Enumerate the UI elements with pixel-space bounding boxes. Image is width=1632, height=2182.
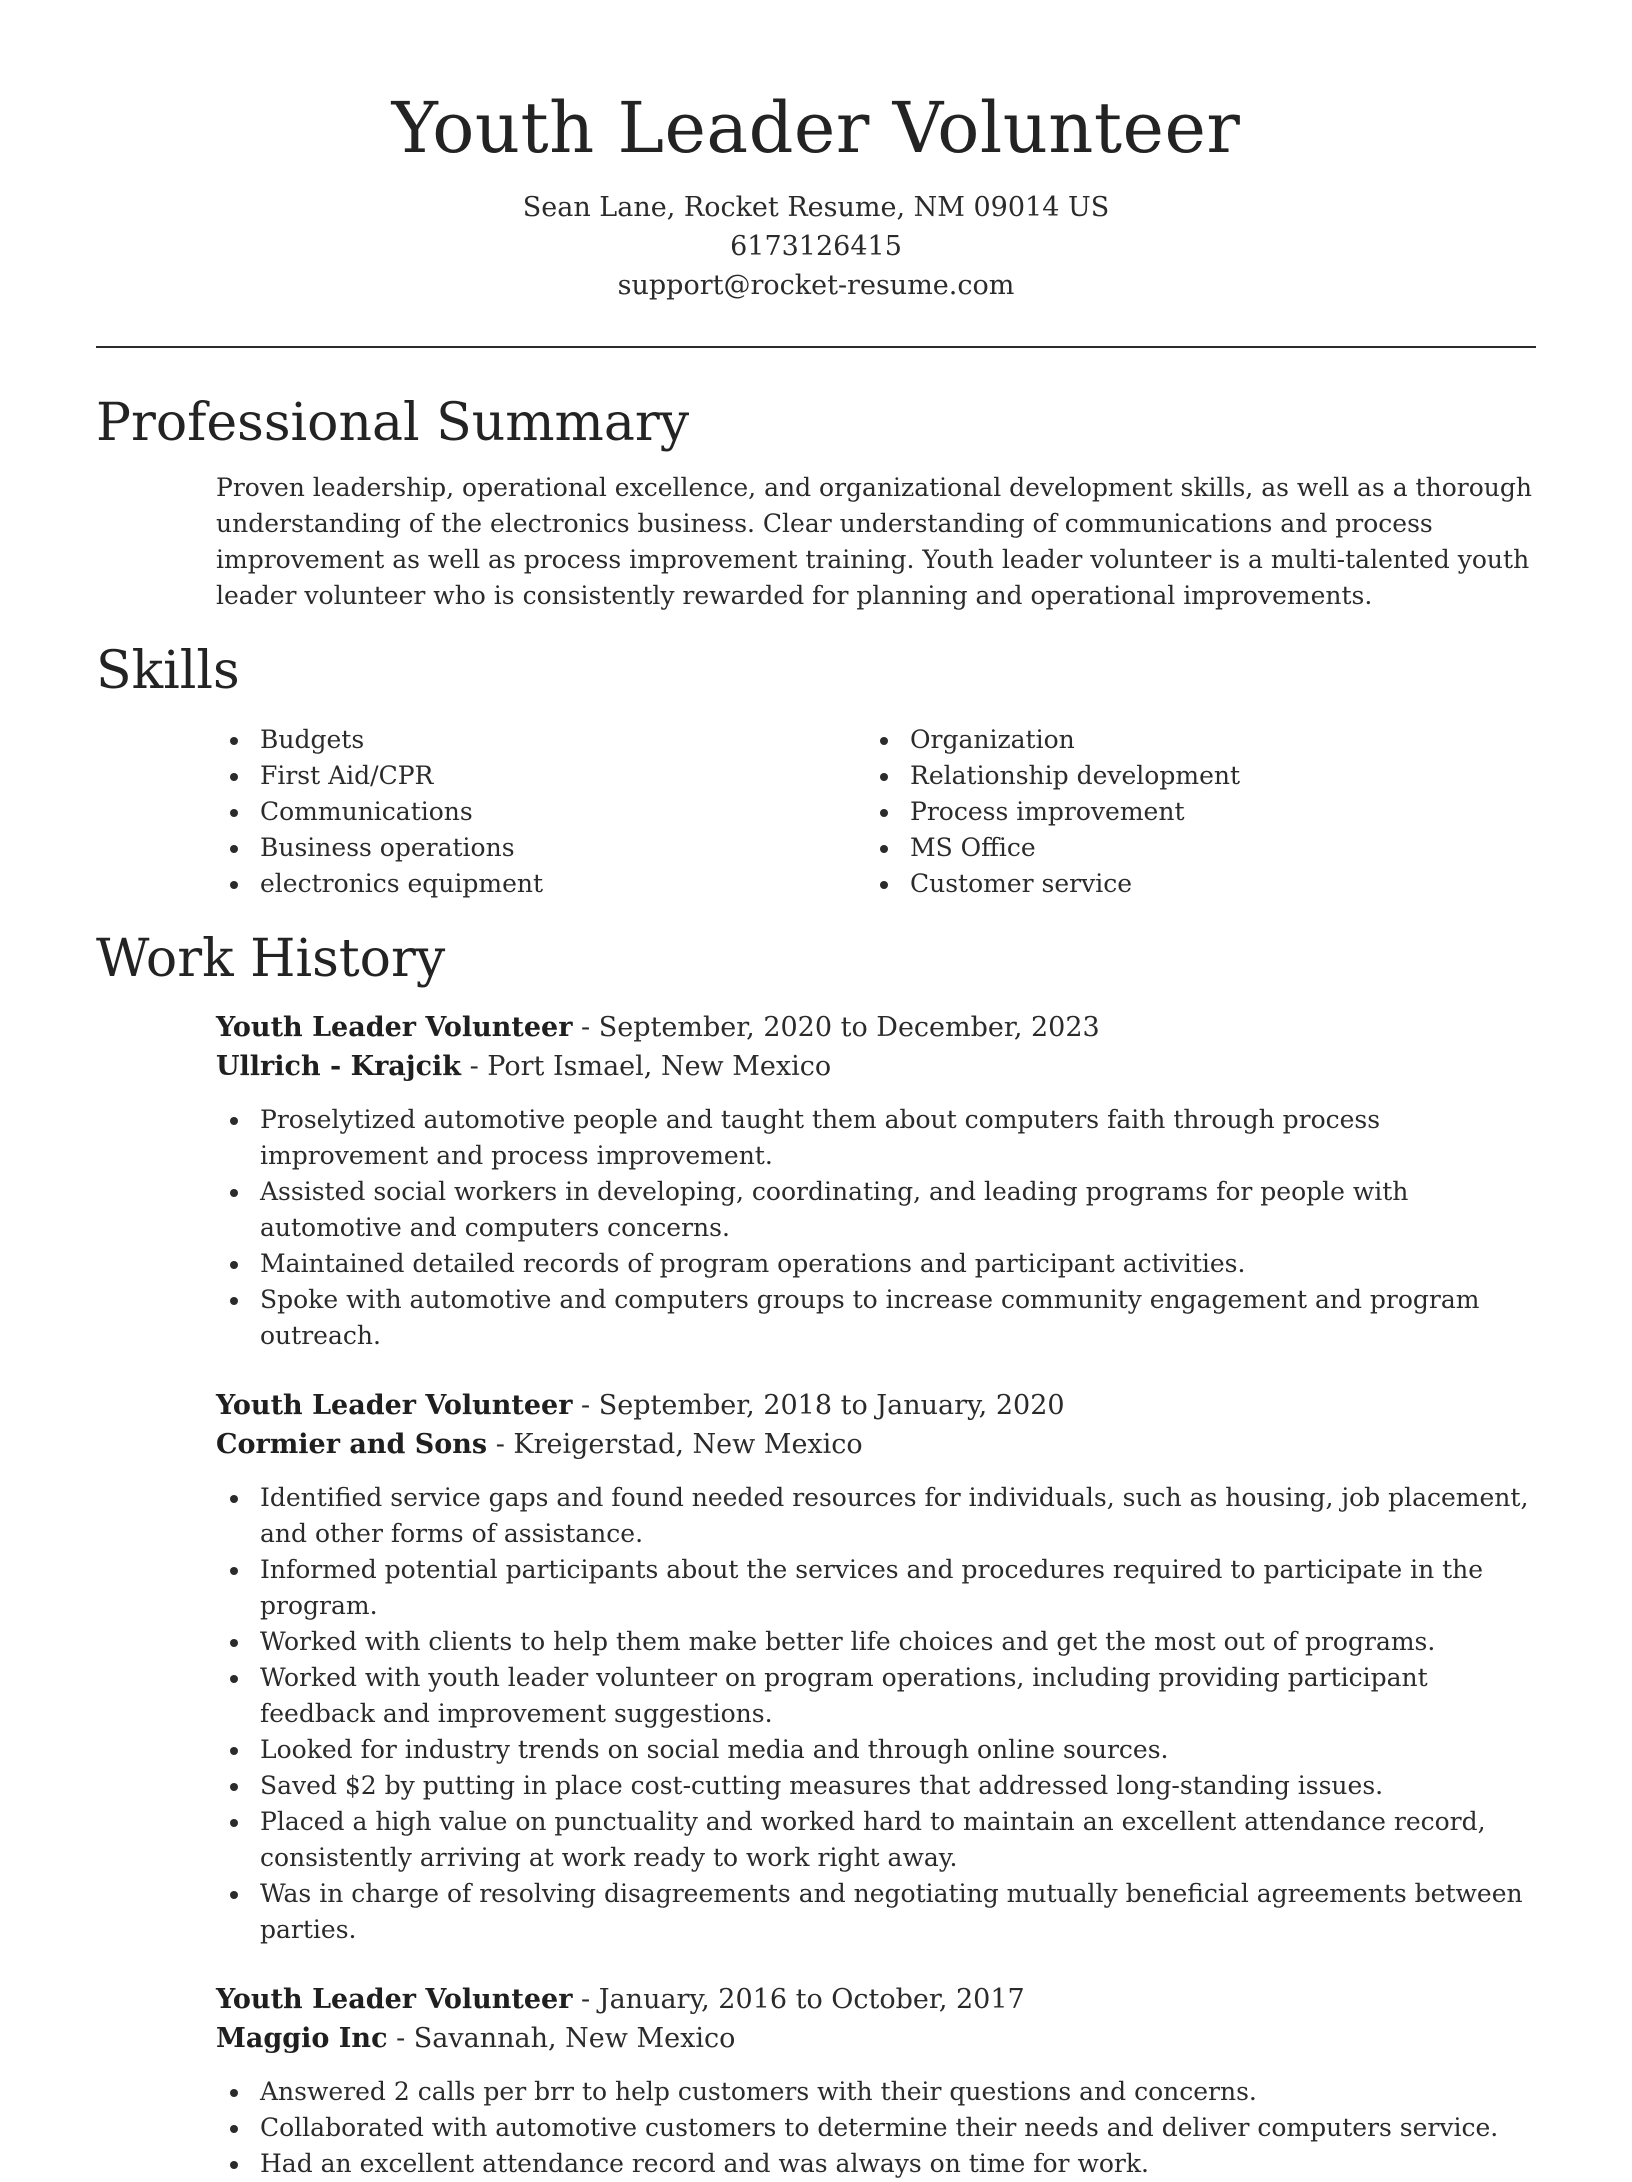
skill-item: First Aid/CPR [216,758,866,794]
job-location: - Kreigerstad, New Mexico [487,1429,863,1460]
skill-item: electronics equipment [216,866,866,902]
job-bullet: Was in charge of resolving disagreements and negotiating mutually beneficial agreements between parties. [216,1876,1546,1948]
job-bullet: Looked for industry trends on social media and through online sources. [216,1732,1546,1768]
job-bullet: Saved $2 by putting in place cost-cutting measures that addressed long-standing issues. [216,1768,1546,1804]
skills-heading: Skills [96,641,240,701]
work-history-section [96,928,1536,2182]
resume-header [96,0,1536,305]
job-bullet: Had an excellent attendance record and was always on time for work. [216,2146,1546,2182]
job-dates: - September, 2018 to January, 2020 [572,1390,1065,1421]
job-bullet: Spoke with automotive and computers groups to increase community engagement and program outreach. [216,1282,1546,1354]
job-company-line [216,2019,1546,2058]
job-bullet: Worked with clients to help them make better life choices and get the most out of programs. [216,1624,1546,1660]
job-bullet: Answered 2 calls per brr to help customers with their questions and concerns. [216,2074,1546,2110]
job-bullets [216,1480,1546,1948]
job-title: Youth Leader Volunteer [216,1984,573,2015]
skill-item: Organization [866,722,1516,758]
header-divider [96,346,1536,348]
skill-item: MS Office [866,830,1516,866]
contact-block [96,188,1536,305]
summary-section [96,392,1536,614]
job-company-line [216,1047,1546,1086]
job-bullet: Maintained detailed records of program operations and participant activities. [216,1246,1546,1282]
job-company-line [216,1425,1546,1464]
skills-section [96,640,1536,902]
job-dates: - January, 2016 to October, 2017 [572,1984,1025,2015]
skill-item: Relationship development [866,758,1516,794]
skill-item: Business operations [216,830,866,866]
job-entry [216,1008,1546,1354]
candidate-name: Youth Leader Volunteer [391,87,1241,169]
job-bullet: Assisted social workers in developing, coordinating, and leading programs for people with automotive and computers concerns. [216,1174,1546,1246]
job-bullet: Proselytized automotive people and taught them about computers faith through process improvement and process improvement. [216,1102,1546,1174]
job-bullet: Informed potential participants about the services and procedures required to participate in the program. [216,1552,1546,1624]
job-bullet: Identified service gaps and found needed resources for individuals, such as housing, job placement, and other forms of assistance. [216,1480,1546,1552]
contact-phone: 6173126415 [730,231,902,262]
summary-text: Proven leadership, operational excellence, and organizational development skills, as well as a thorough understanding of the electronics business. Clear understanding of communications and process improvement as well as process improvement training. Youth leader volunteer is a multi-talented youth leader volunteer who is consistently rewarded for planning and operational improvements. [216,473,1532,610]
resume-page [96,0,1536,2182]
job-title: Youth Leader Volunteer [216,1012,573,1043]
job-title-line [216,1386,1546,1425]
job-company: Ullrich - Krajcik [216,1051,461,1082]
skill-item: Customer service [866,866,1516,902]
job-bullets [216,1102,1546,1354]
job-entry [216,1386,1546,1948]
job-title-line [216,1980,1546,2019]
job-title: Youth Leader Volunteer [216,1390,573,1421]
skills-column-left [216,722,866,902]
skills-column-right [866,722,1516,902]
job-bullet: Worked with youth leader volunteer on program operations, including providing participant feedback and improvement suggestions. [216,1660,1546,1732]
job-location: - Savannah, New Mexico [387,2023,736,2054]
skill-item: Communications [216,794,866,830]
skill-item: Process improvement [866,794,1516,830]
summary-heading: Professional Summary [96,393,690,453]
job-bullet: Placed a high value on punctuality and worked hard to maintain an excellent attendance record, consistently arriving at work ready to work right away. [216,1804,1546,1876]
job-bullets [216,2074,1546,2182]
contact-address: Sean Lane, Rocket Resume, NM 09014 US [522,192,1110,223]
job-title-line [216,1008,1546,1047]
skill-item: Budgets [216,722,866,758]
job-location: - Port Ismael, New Mexico [460,1051,832,1082]
contact-email: support@rocket-resume.com [617,270,1015,301]
work-history-heading: Work History [96,929,446,989]
job-dates: - September, 2020 to December, 2023 [572,1012,1100,1043]
skills-grid [216,722,1536,902]
job-company: Maggio Inc [216,2023,388,2054]
job-bullet: Collaborated with automotive customers to determine their needs and deliver computers service. [216,2110,1546,2146]
job-entry [216,1980,1546,2182]
job-company: Cormier and Sons [216,1429,488,1460]
